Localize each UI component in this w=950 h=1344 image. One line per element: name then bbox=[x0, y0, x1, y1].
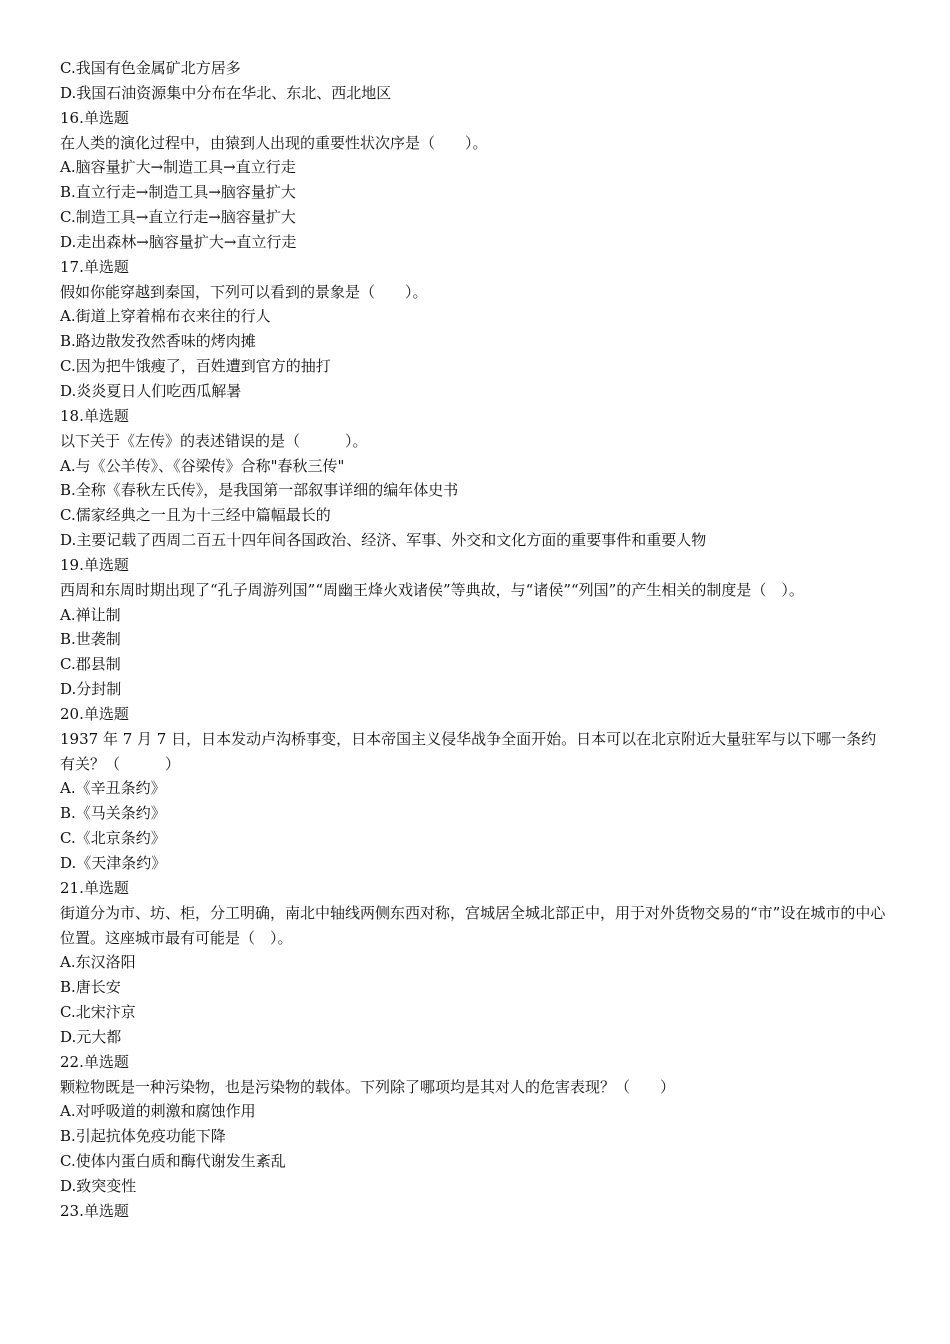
question-18 bbox=[60, 404, 890, 553]
option-c: C.制造工具→直立行走→脑容量扩大 bbox=[60, 208, 296, 227]
option-d: D.《天津条约》 bbox=[60, 854, 167, 872]
option-a: A.对呼吸道的刺激和腐蚀作用 bbox=[60, 1102, 256, 1121]
question-header: 22.单选题 bbox=[60, 1052, 129, 1071]
question-options bbox=[60, 155, 890, 254]
question-stem: 以下关于《左传》的表述错误的是（ ）。 bbox=[60, 431, 368, 450]
question-header: 20.单选题 bbox=[60, 704, 129, 723]
option-c: C.因为把牛饿瘦了，百姓遭到官方的抽打 bbox=[60, 357, 331, 376]
question-header: 17.单选题 bbox=[60, 257, 129, 276]
option-a: A.脑容量扩大→制造工具→直立行走 bbox=[60, 158, 296, 177]
question-23 bbox=[60, 1199, 890, 1224]
question-stem: 假如你能穿越到秦国，下列可以看到的景象是（ ）。 bbox=[60, 282, 428, 301]
option-d: D.炎炎夏日人们吃西瓜解暑 bbox=[60, 381, 242, 400]
question-stem: 西周和东周时期出现了“孔子周游列国”“周幽王烽火戏诸侯”等典故，与“诸侯”“列国”的产生相关的制度是（ ）。 bbox=[60, 580, 804, 599]
previous-question-options bbox=[60, 56, 890, 106]
option-b: B.全称《春秋左氏传》，是我国第一部叙事详细的编年体史书 bbox=[60, 481, 459, 500]
question-options bbox=[60, 950, 890, 1049]
option-d: D.元大都 bbox=[60, 1027, 122, 1046]
option-a: A.街道上穿着棉布衣来往的行人 bbox=[60, 307, 271, 326]
question-stem: 1937 年 7 月 7 日，日本发动卢沟桥事变，日本帝国主义侵华战争全面开始。日本可以在北京附近大量驻军与以下哪一条约有关？（ ） bbox=[60, 729, 877, 773]
question-header: 21.单选题 bbox=[60, 878, 129, 897]
question-header: 19.单选题 bbox=[60, 555, 129, 574]
option-a: A.《辛丑条约》 bbox=[60, 779, 166, 798]
option-c: C.《北京条约》 bbox=[60, 829, 166, 848]
question-21 bbox=[60, 876, 890, 1050]
option-c: C.北宋汴京 bbox=[60, 1003, 136, 1022]
question-header: 18.单选题 bbox=[60, 406, 129, 425]
question-22 bbox=[60, 1050, 890, 1199]
question-options bbox=[60, 304, 890, 403]
question-17 bbox=[60, 255, 890, 404]
option-d: D.我国石油资源集中分布在华北、东北、西北地区 bbox=[60, 83, 392, 102]
option-c: C.儒家经典之一且为十三经中篇幅最长的 bbox=[60, 506, 331, 525]
option-d: D.分封制 bbox=[60, 680, 122, 699]
question-stem: 街道分为市、坊、柜，分工明确，南北中轴线两侧东西对称，宫城居全城北部正中，用于对外货物交易的“市”设在城市的中心位置。这座城市最有可能是（ ）。 bbox=[60, 903, 886, 947]
option-a: A.与《公羊传》、《谷梁传》合称"春秋三传" bbox=[60, 456, 345, 475]
document-page bbox=[60, 56, 890, 1224]
question-header: 23.单选题 bbox=[60, 1201, 129, 1220]
option-b: B.路边散发孜然香味的烤肉摊 bbox=[60, 332, 256, 351]
option-b: B.《马关条约》 bbox=[60, 804, 166, 823]
option-c: C.我国有色金属矿北方居多 bbox=[60, 59, 241, 77]
option-c: C.郡县制 bbox=[60, 655, 121, 674]
option-d: D.主要记载了西周二百五十四年间各国政治、经济、军事、外交和文化方面的重要事件和重要人物 bbox=[60, 531, 707, 550]
option-b: B.唐长安 bbox=[60, 978, 121, 997]
option-b: B.直立行走→制造工具→脑容量扩大 bbox=[60, 183, 296, 202]
option-b: B.世袭制 bbox=[60, 630, 121, 649]
question-options bbox=[60, 1099, 890, 1198]
option-c: C.使体内蛋白质和酶代谢发生紊乱 bbox=[60, 1152, 286, 1171]
question-stem: 颗粒物既是一种污染物，也是污染物的载体。下列除了哪项均是其对人的危害表现？（ ） bbox=[60, 1077, 676, 1096]
option-b: B.引起抗体免疫功能下降 bbox=[60, 1127, 226, 1146]
option-a: A.禅让制 bbox=[60, 605, 121, 624]
option-d: D.致突变性 bbox=[60, 1176, 137, 1195]
option-a: A.东汉洛阳 bbox=[60, 953, 136, 972]
question-header: 16.单选题 bbox=[60, 108, 129, 127]
question-19 bbox=[60, 553, 890, 702]
question-options bbox=[60, 603, 890, 702]
question-options bbox=[60, 776, 890, 875]
question-stem: 在人类的演化过程中，由猿到人出现的重要性状次序是（ ）。 bbox=[60, 133, 488, 152]
question-options bbox=[60, 454, 890, 553]
question-16 bbox=[60, 106, 890, 255]
option-d: D.走出森林→脑容量扩大→直立行走 bbox=[60, 232, 297, 251]
question-20 bbox=[60, 702, 890, 876]
